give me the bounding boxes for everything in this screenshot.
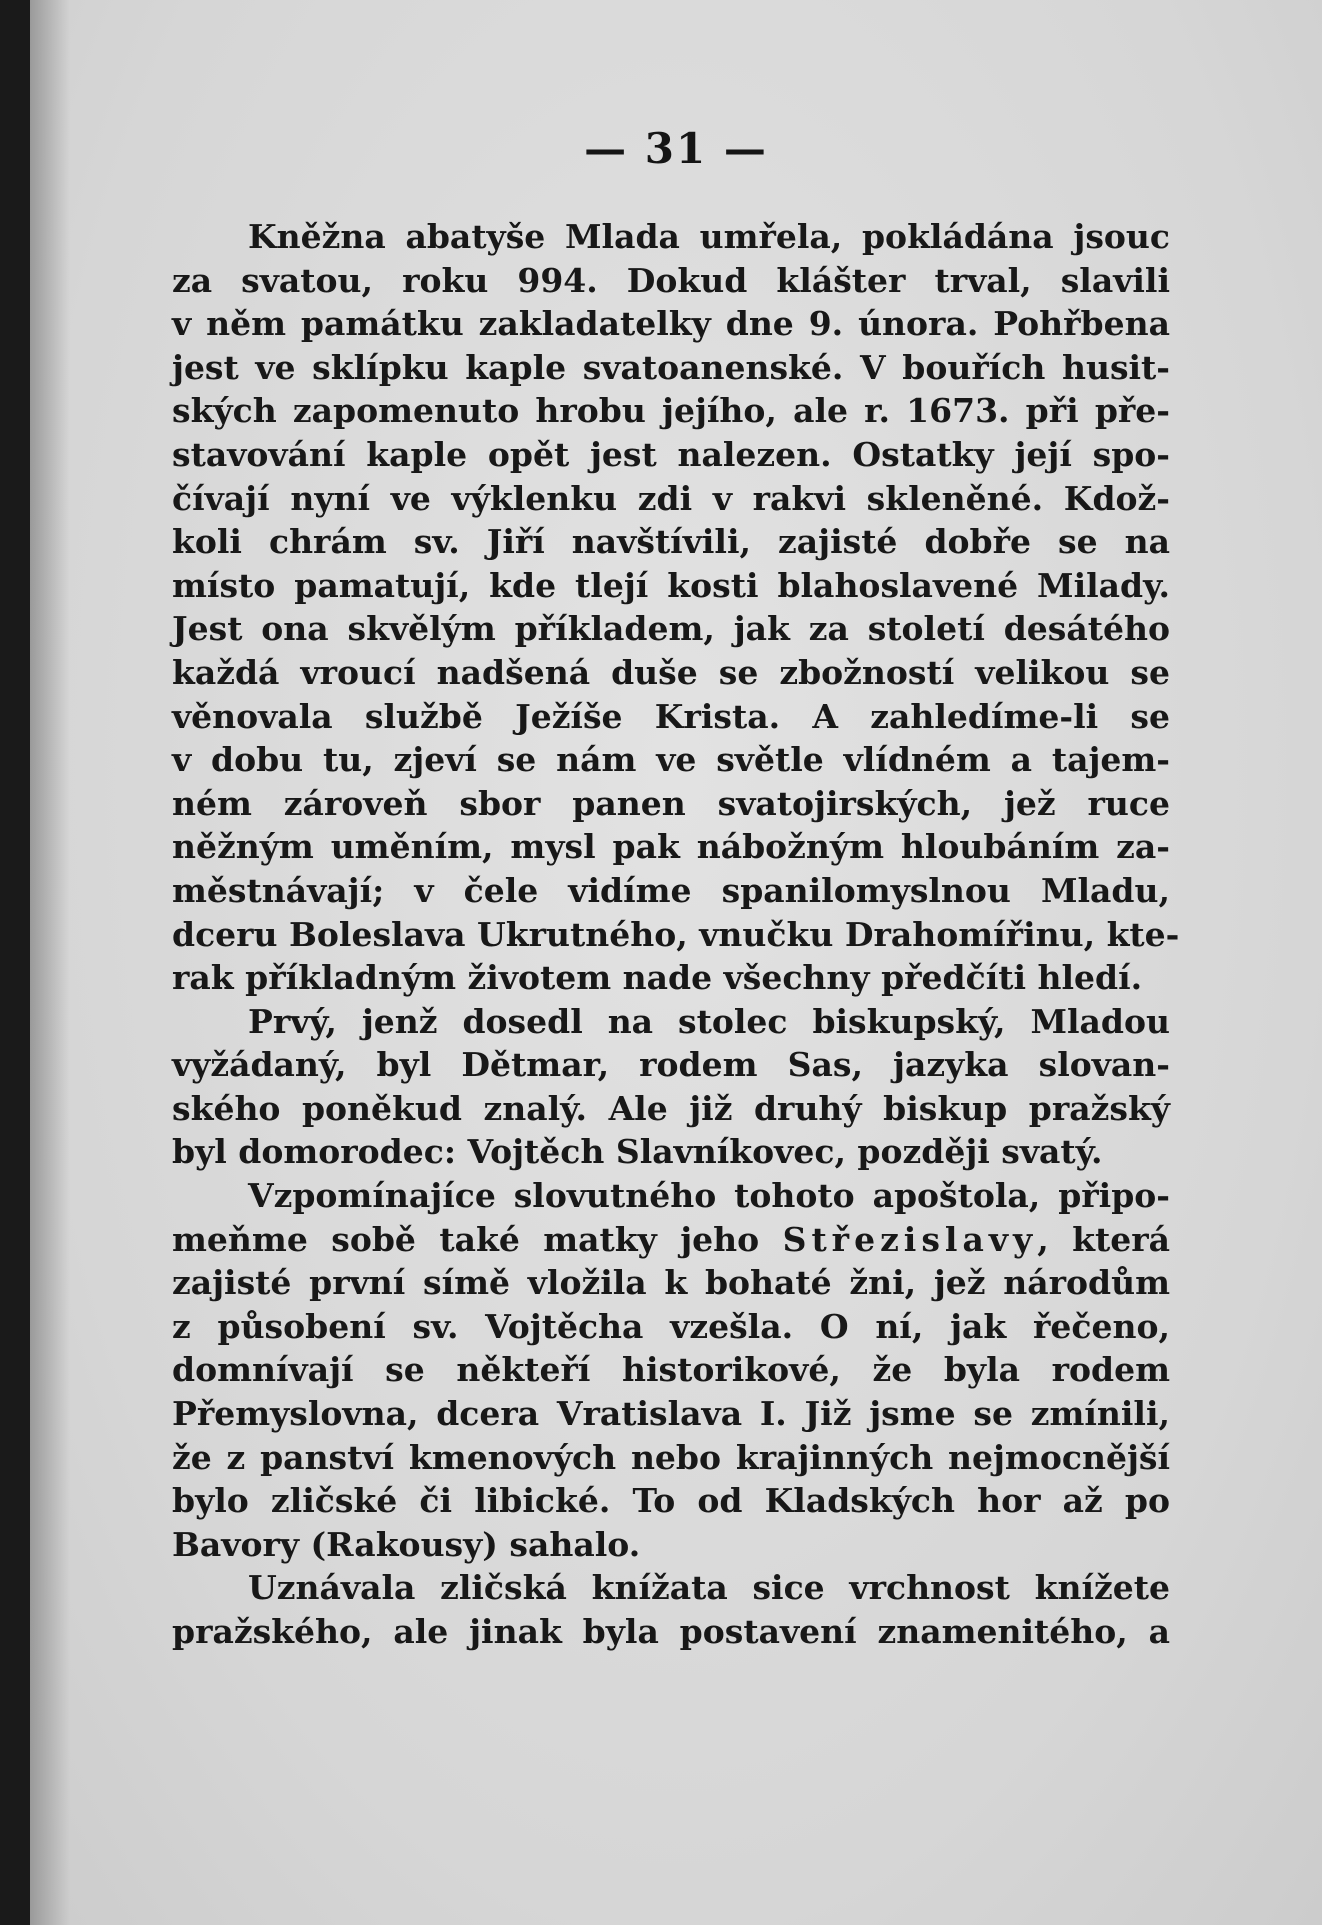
text-line: Kněžna abatyše Mlada umřela, pokládána jsouc: [248, 217, 1170, 256]
text-line: rak příkladným životem nade všechny předčíti hledí.: [172, 958, 1143, 998]
text-line: zajisté první símě vložila k bohaté žni, jež národům: [172, 1263, 1170, 1303]
text-line: ném zároveň sbor panen svatojirských, jež ruce: [172, 783, 1170, 823]
text-line: byl domorodec: Vojtěch Slavníkovec, později svatý.: [172, 1132, 1103, 1172]
text-line: meňme sobě také matky jeho Střezislavy, která: [172, 1219, 1170, 1259]
text-line: Vzpomínajíce slovutného tohoto apoštola, připo-: [248, 1176, 1170, 1216]
text-line: jest ve sklípku kaple svatoanenské. V bouřích husit-: [172, 347, 1170, 387]
body-text: [172, 215, 1180, 1654]
text-line: Přemyslovna, dcera Vratislava I. Již jsme se zmínili,: [172, 1394, 1170, 1434]
text-line: ského poněkud znalý. Ale již druhý biskup pražský: [172, 1088, 1170, 1128]
text-line: že z panství kmenových nebo krajinných nejmocnější: [172, 1437, 1170, 1477]
text-line: v něm památku zakladatelky dne 9. února. Pohřbena: [172, 304, 1170, 344]
text-line: čívají nyní ve výklenku zdi v rakvi skleněné. Kdož-: [172, 478, 1170, 518]
text-line: městnávají; v čele vidíme spanilomyslnou Mladu,: [172, 870, 1170, 910]
text-line: v dobu tu, zjeví se nám ve světle vlídném a tajem-: [172, 740, 1170, 780]
emphasized-name: Střezislavy: [782, 1219, 1038, 1259]
page-number: — 31 —: [584, 124, 768, 173]
text-line: stavování kaple opět jest nalezen. Ostatky její spo-: [172, 434, 1170, 474]
text-line: domnívají se někteří historikové, že byla rodem: [172, 1350, 1170, 1390]
text-line: z působení sv. Vojtěcha vzešla. O ní, jak řečeno,: [172, 1306, 1170, 1346]
text-line: Jest ona skvělým příkladem, jak za století desátého: [172, 609, 1170, 649]
text-line: pražského, ale jinak byla postavení znamenitého, a: [172, 1612, 1170, 1651]
text-line: vyžádaný, byl Dětmar, rodem Sas, jazyka slovan-: [172, 1045, 1170, 1085]
text-line: dceru Boleslava Ukrutného, vnučku Drahomířinu, kte-: [172, 914, 1180, 954]
text-line: Bavory (Rakousy) sahalo.: [172, 1524, 641, 1564]
text-line: místo pamatují, kde tlejí kosti blahoslavené Milady.: [172, 565, 1170, 605]
text-line: bylo zličské či libické. To od Kladských hor až po: [172, 1481, 1170, 1521]
text-line: ských zapomenuto hrobu jejího, ale r. 1673. při pře-: [172, 391, 1170, 431]
text-line: něžným uměním, mysl pak nábožným hloubáním za-: [172, 827, 1170, 867]
text-line: Prvý, jenž dosedl na stolec biskupský, Mladou: [248, 1001, 1170, 1041]
text-line: věnovala službě Ježíše Krista. A zahledíme-li se: [172, 696, 1170, 736]
text-line: Uznávala zličská knížata sice vrchnost knížete: [248, 1568, 1170, 1608]
text-line: za svatou, roku 994. Dokud klášter trval, slavili: [172, 260, 1170, 300]
book-page: [30, 0, 1322, 1925]
page-edge-shadow: [30, 0, 70, 1925]
text-line: koli chrám sv. Jiří navštívili, zajisté dobře se na: [172, 522, 1170, 562]
text-line: každá vroucí nadšená duše se zbožností velikou se: [172, 652, 1170, 692]
